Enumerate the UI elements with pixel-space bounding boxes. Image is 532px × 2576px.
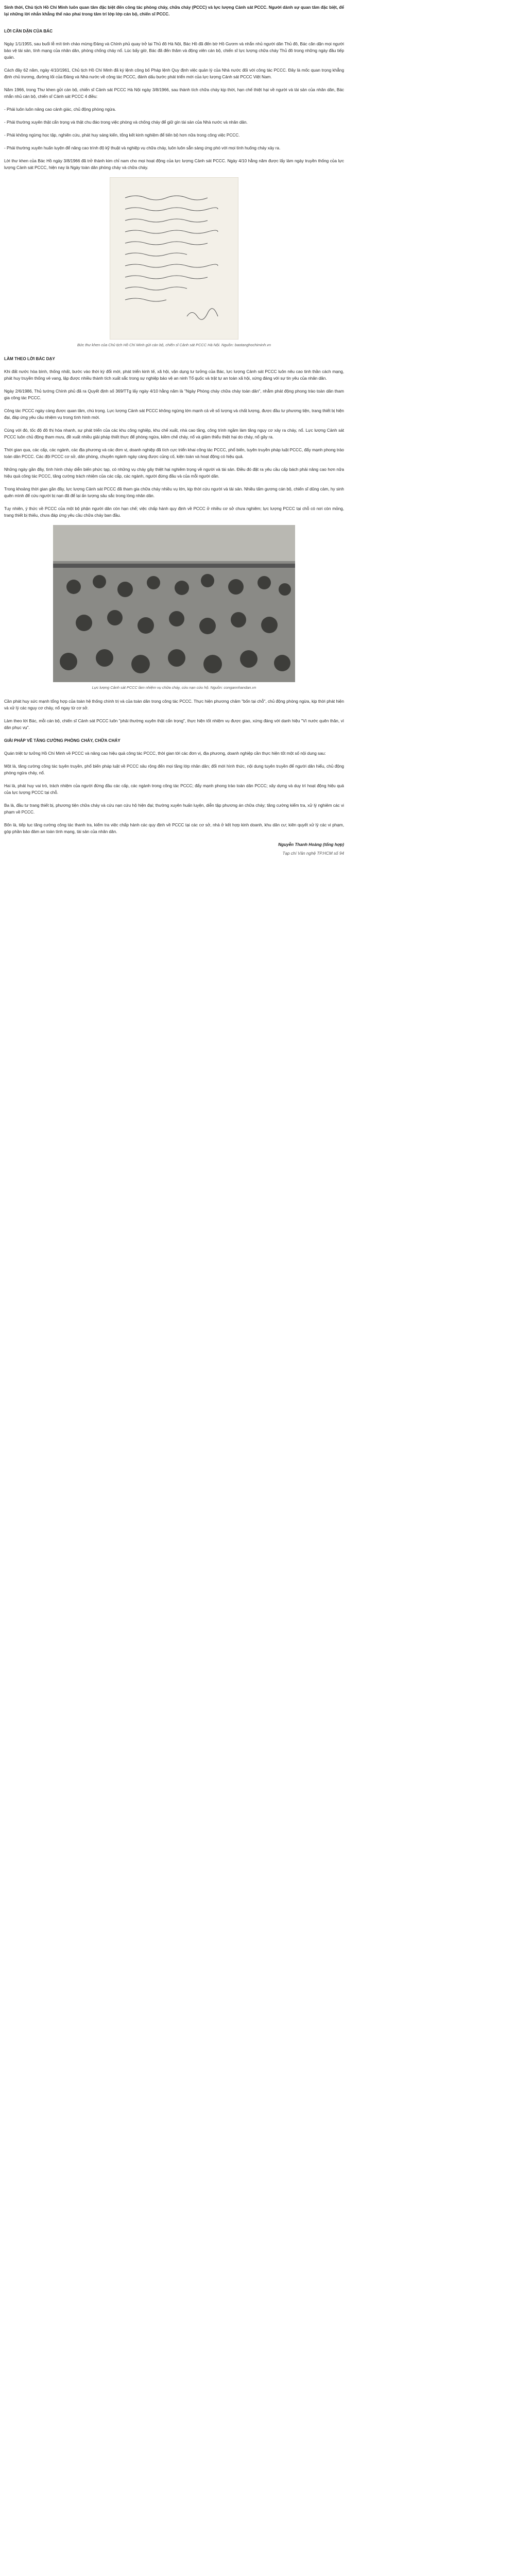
paragraph: Làm theo lời Bác, mỗi cán bộ, chiến sĩ Cảnh sát PCCC luôn "phải thường xuyên thật cẩn trọng", thực hiện tốt nhiệm vụ được giao, xứng đáng với danh hiệu "Vì nước quên thân, vì dân phục vụ". [4, 719, 344, 730]
author-source: Tạp chí Văn nghệ TP.HCM số 94 [282, 851, 344, 856]
paragraph: Khi đất nước hòa bình, thống nhất, bước vào thời kỳ đổi mới, phát triển kinh tế, xã hội, vận dụng tư tưởng của Bác, lực lượng Cảnh sát PCCC luôn nêu cao tinh thần cách mạng, phát huy truyền thống vẻ vang, lập được nhiều thành tích xuất sắc trong sự nghiệp bảo vệ an ninh Tổ quốc và trật tự an toàn xã hội, xứng đáng với sự tin yêu của nhân dân. [4, 369, 344, 381]
paragraph: Ngày 2/6/1986, Thủ tướng Chính phủ đã ra Quyết định số 369/TTg lấy ngày 4/10 hằng năm là "Ngày Phòng cháy chữa cháy toàn dân", nhằm phát động phong trào toàn dân tham gia công tác PCCC. [4, 389, 344, 400]
handwritten-letter-image [110, 177, 238, 340]
article [4, 4, 344, 859]
paragraph: Ba là, đầu tư trang thiết bị, phương tiện chữa cháy và cứu nạn cứu hộ hiện đại; thường xuyên huấn luyện, diễn tập phương án chữa cháy; tăng cường kiểm tra, xử lý nghiêm các vi phạm về PCCC. [4, 803, 344, 815]
article-lead: Sinh thời, Chủ tịch Hồ Chí Minh luôn quan tâm đặc biệt đến công tác phòng cháy, chữa cháy (PCCC) và lực lượng Cảnh sát PCCC. Người dành sự quan tâm đặc biệt, để lại những lời nhắn khẳng thể nào phai trong tâm trí lớp lớp cán bộ, chiến sĩ PCCC. [4, 5, 344, 16]
paragraph: Lời thư khen của Bác Hồ ngày 3/8/1966 đã trở thành kim chỉ nam cho mọi hoạt động của lực lượng Cảnh sát PCCC. Ngày 4/10 hằng năm được lấy làm ngày truyền thống của lực lượng Cảnh sát PCCC, hiện nay là Ngày toàn dân phòng cháy và chữa cháy. [4, 159, 344, 170]
section-heading: GIẢI PHÁP VỀ TĂNG CƯỜNG PHÒNG CHÁY, CHỮA CHÁY [4, 738, 121, 743]
paragraph: Cùng với đó, tốc độ đô thị hóa nhanh, sự phát triển của các khu công nghiệp, khu chế xuất, nhà cao tầng, công trình ngầm làm tăng nguy cơ xảy ra cháy, nổ. Lực lượng Cảnh sát PCCC luôn chủ động tham mưu, đề xuất nhiều giải pháp thiết thực để phòng ngừa, kiềm chế cháy, nổ và giảm thiểu thiệt hại do cháy, nổ gây ra. [4, 428, 344, 439]
paragraph: - Phải thường xuyên huấn luyện để nâng cao trình độ kỹ thuật và nghiệp vụ chữa cháy, luôn luôn sẵn sàng ứng phó với mọi tình huống cháy xảy ra. [4, 146, 281, 150]
photo-figure [4, 525, 344, 691]
author-name: Nguyễn Thanh Hoàng (tổng hợp) [278, 842, 344, 847]
paragraph: Trong khoảng thời gian gần đây, lực lượng Cảnh sát PCCC đã tham gia chữa cháy nhiều vụ lớn, kịp thời cứu người và tài sản. Nhiều tấm gương cán bộ, chiến sĩ dũng cảm, hy sinh quên mình để cứu người bị nạn đã để lại ấn tượng sâu sắc trong lòng nhân dân. [4, 487, 344, 498]
figure-caption: Bức thư khen của Chủ tịch Hồ Chí Minh gửi cán bộ, chiến sĩ Cảnh sát PCCC Hà Nội. Nguồn: baotanghochiminh.vn [77, 343, 271, 347]
paragraph: Thời gian qua, các cấp, các ngành, các địa phương và các đơn vị, doanh nghiệp đã tích cực triển khai công tác PCCC, phổ biến, tuyên truyền pháp luật PCCC, đẩy mạnh phong trào toàn dân PCCC. Các đội PCCC cơ sở, dân phòng, chuyên ngành ngày càng được củng cố, kiện toàn và hoạt động có hiệu quả. [4, 448, 344, 459]
paragraph: Quán triệt tư tưởng Hồ Chí Minh về PCCC và nâng cao hiệu quả công tác PCCC, thời gian tới các đơn vị, địa phương, doanh nghiệp cần thực hiện tốt một số nội dung sau: [4, 751, 326, 756]
section-heading: LỜI CĂN DẶN CỦA BÁC [4, 29, 53, 33]
crowd-photo-image [53, 525, 295, 682]
letter-figure [4, 177, 344, 348]
paragraph: Bốn là, tiếp tục tăng cường công tác thanh tra, kiểm tra việc chấp hành các quy định về PCCC tại các cơ sở, nhà ở kết hợp kinh doanh, khu dân cư; kiên quyết xử lý các vi phạm, góp phần bảo đảm an toàn tính mạng, tài sản của nhân dân. [4, 823, 344, 834]
section-heading: LÀM THEO LỜI BÁC DẠY [4, 357, 55, 361]
paragraph: Cách đây 62 năm, ngày 4/10/1961, Chủ tịch Hồ Chí Minh đã ký lệnh công bố Pháp lệnh Quy định việc quản lý của Nhà nước đối với công tác PCCC. Đây là mốc quan trọng khẳng định chủ trương, đường lối của Đảng và Nhà nước về công tác PCCC, đánh dấu bước phát triển mới của lực lượng Cảnh sát PCCC Việt Nam. [4, 68, 344, 79]
paragraph: Cần phát huy sức mạnh tổng hợp của toàn hệ thống chính trị và của toàn dân trong công tác PCCC. Thực hiện phương châm "bốn tại chỗ", chủ động phòng ngừa, kịp thời phát hiện và xử lý các nguy cơ cháy, nổ ngay từ cơ sở. [4, 699, 344, 710]
paragraph: - Phải luôn luôn nâng cao cảnh giác, chủ động phòng ngừa. [4, 107, 116, 112]
paragraph: Công tác PCCC ngày càng được quan tâm, chú trọng. Lực lượng Cảnh sát PCCC không ngừng lớn mạnh cả về số lượng và chất lượng, được đầu tư phương tiện, trang thiết bị hiện đại, đáp ứng yêu cầu nhiệm vụ trong tình hình mới. [4, 409, 344, 420]
paragraph: Hai là, phát huy vai trò, trách nhiệm của người đứng đầu các cấp, các ngành trong công tác PCCC; đẩy mạnh phong trào toàn dân PCCC; xây dựng và duy trì hoạt động hiệu quả của lực lượng PCCC tại chỗ. [4, 784, 344, 795]
paragraph: Những ngày gần đây, tình hình cháy diễn biến phức tạp, có những vụ cháy gây thiệt hại nghiêm trọng về người và tài sản. Điều đó đặt ra yêu cầu cấp bách phải nâng cao hơn nữa hiệu quả công tác PCCC, tăng cường trách nhiệm của các cấp, các ngành, người đứng đầu và của mỗi người dân. [4, 467, 344, 479]
paragraph: Năm 1966, trong Thư khen gửi cán bộ, chiến sĩ Cảnh sát PCCC Hà Nội ngày 3/8/1966, sau thành tích chữa cháy kịp thời, hạn chế thiệt hại về người và tài sản của nhân dân, Bác nhắn nhủ cán bộ, chiến sĩ Cảnh sát PCCC 4 điều: [4, 88, 344, 99]
figure-caption: Lực lượng Cảnh sát PCCC làm nhiệm vụ chữa cháy, cứu nạn cứu hộ. Nguồn: congannhandan.vn [92, 685, 256, 690]
paragraph: Tuy nhiên, ý thức về PCCC của một bộ phận người dân còn hạn chế; việc chấp hành quy định về PCCC ở nhiều cơ sở chưa nghiêm; lực lượng PCCC tại chỗ có nơi còn mỏng, trang thiết bị thiếu, chưa đáp ứng yêu cầu chữa cháy ban đầu. [4, 506, 344, 518]
paragraph: - Phải không ngừng học tập, nghiên cứu, phát huy sáng kiến, tổng kết kinh nghiệm để tiến bộ hơn nữa trong công việc PCCC. [4, 133, 240, 138]
paragraph: - Phải thường xuyên thật cẩn trọng và thật chu đáo trong việc phòng và chống cháy để giữ gìn tài sản của Nhà nước và nhân dân. [4, 120, 248, 125]
paragraph: Một là, tăng cường công tác tuyên truyền, phổ biến pháp luật về PCCC sâu rộng đến mọi tầng lớp nhân dân; đổi mới hình thức, nội dung tuyên truyền để người dân hiểu, chủ động phòng ngừa cháy, nổ. [4, 764, 344, 775]
paragraph: Ngày 1/1/1955, sau buổi lễ mít tinh chào mừng Đảng và Chính phủ quay trở lại Thủ đô Hà Nội, Bác Hồ đã đến bờ Hồ Gươm và nhắn nhủ người dân Thủ đô, Bác căn dặn mọi người bảo vệ tài sản, tính mạng của nhân dân, phòng chống cháy nổ. Lúc bấy giờ, Bác đã đến thăm và động viên cán bộ, chiến sĩ lực lượng chữa cháy Thủ đô trong những ngày đầu tiếp quản. [4, 42, 344, 60]
